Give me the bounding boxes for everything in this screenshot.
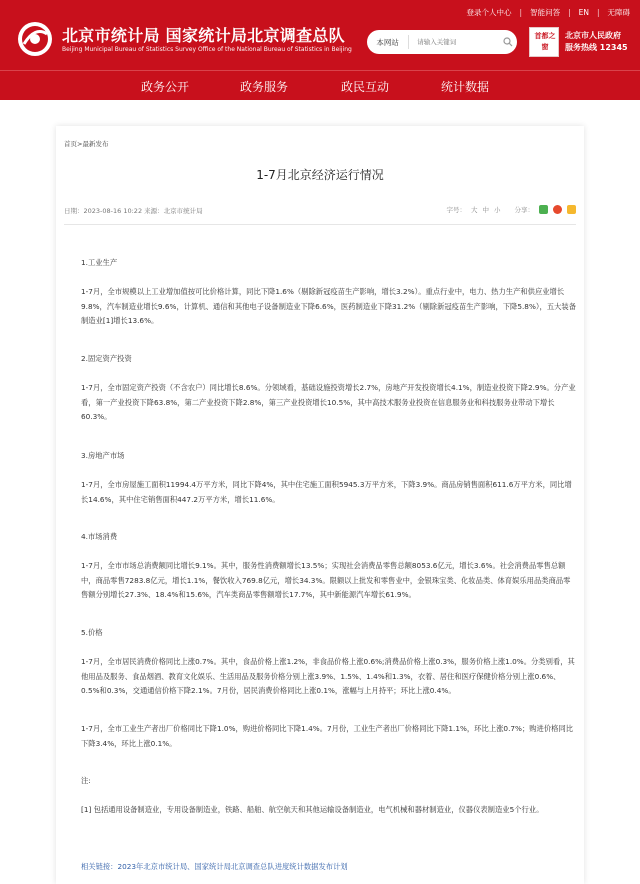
note-label: 注: bbox=[81, 776, 91, 785]
font-size-large[interactable]: 大 bbox=[471, 206, 478, 214]
article-meta: 日期：2023-08-16 10:22 来源：北京市统计局 bbox=[64, 207, 203, 215]
site-header bbox=[0, 0, 640, 70]
footnote: [1] 包括通用设备制造业，专用设备制造业，铁路、船舶、航空航天和其他运输设备制造业，电气机械和器材制造业，仪器仪表制造业5个行业。 bbox=[81, 805, 544, 814]
divider bbox=[64, 224, 576, 225]
search-box bbox=[367, 30, 517, 54]
section-heading: 3.房地产市场 bbox=[81, 451, 125, 460]
section-heading: 1.工业生产 bbox=[81, 258, 118, 267]
search-scope-select[interactable]: 本网站 bbox=[376, 37, 399, 47]
article-tools bbox=[447, 205, 577, 214]
separator: | bbox=[519, 7, 523, 17]
separator: | bbox=[596, 7, 600, 17]
nav-statistics-data[interactable]: 统计数据 bbox=[441, 80, 490, 94]
section-heading: 4.市场消费 bbox=[81, 532, 118, 541]
paragraph: 1-7月，全市规模以上工业增加值按可比价格计算，同比下降1.6%（剔除新冠疫苗生产影响，增长3.2%）。重点行业中，电力、热力生产和供应业增长9.8%，汽车制造业增长9.6%，计算机、通信和其他电子设备制造业下降6.6%，医药制造业下降31.2%（剔除新冠疫苗生产影响，下降5.8%），五大装备制造业[1]增长13.6%。 bbox=[81, 287, 577, 325]
paragraph: 1-7月，全市房屋施工面积11994.4万平方米，同比下降4%，其中住宅施工面积5945.3万平方米，下降3.9%。商品房销售面积611.6万平方米，同比增长14.6%，其中住宅销售面积447.2万平方米，增长11.6%。 bbox=[81, 480, 572, 504]
article-card bbox=[56, 126, 584, 884]
paragraph: 1-7月，全市居民消费价格同比上涨0.7%。其中，食品价格上涨1.2%，非食品价格上涨0.6%;消费品价格上涨0.3%，服务价格上涨1.0%。分类别看，其他用品及服务、食品烟酒、教育文化娱乐、生活用品及服务价格分别上涨3.9%、1.5%、1.4%和1.3%，衣着、居住和医疗保健价格分别上涨0.6%、0.5%和0.3%，交通通信价格下降2.1%。7月份，居民消费价格同比上涨0.1%，涨幅与上月持平；环比上涨0.4%。 bbox=[81, 657, 575, 695]
top-links bbox=[467, 5, 630, 19]
english-link[interactable]: EN bbox=[578, 7, 589, 17]
login-link[interactable]: 登录个人中心 bbox=[466, 7, 512, 17]
accessibility-link[interactable]: 无障碍 bbox=[607, 7, 630, 17]
seal-text: 首都之窗 bbox=[534, 32, 556, 51]
page-title: 1-7月北京经济运行情况 bbox=[256, 168, 384, 182]
gov-name[interactable]: 北京市人民政府 bbox=[565, 31, 621, 40]
breadcrumb[interactable]: 首页>最新发布 bbox=[64, 140, 109, 148]
site-title[interactable]: 北京市统计局 国家统计局北京调查总队 bbox=[62, 26, 345, 45]
main-nav bbox=[0, 70, 640, 100]
related-link[interactable]: 相关链接：2023年北京市统计局、国家统计局北京调查总队进度统计数据发布计划 bbox=[81, 862, 348, 871]
search-icon[interactable] bbox=[498, 32, 517, 52]
paragraph: 1-7月，全市市场总消费额同比增长9.1%。其中，服务性消费额增长13.5%；实现社会消费品零售总额8053.6亿元，增长3.6%。社会消费品零售总额中，商品零售7283.8亿元，增长1.1%，餐饮收入769.8亿元，增长34.3%。限额以上批发和零售业中，金银珠宝类、化妆品类、体育娱乐用品类商品零售额分别增长27.3%、18.4%和15.6%，汽车类商品零售额增长17.7%，其中新能源汽车增长61.9%。 bbox=[81, 561, 571, 599]
wechat-share-icon[interactable] bbox=[539, 205, 548, 214]
site-title-en: Beijing Municipal Bureau of Statistics Survey Office of the National Bureau of Statistics in Beijing bbox=[62, 46, 352, 53]
gov-info bbox=[565, 30, 628, 54]
nav-government-affairs[interactable]: 政务公开 bbox=[141, 80, 190, 94]
section-heading: 2.固定资产投资 bbox=[81, 354, 132, 363]
font-size-label: 字号： bbox=[446, 206, 466, 214]
share-label: 分享： bbox=[514, 206, 534, 214]
capital-window-logo[interactable] bbox=[529, 27, 559, 57]
qzone-share-icon[interactable] bbox=[567, 205, 576, 214]
font-size-medium[interactable]: 中 bbox=[482, 206, 489, 214]
weibo-share-icon[interactable] bbox=[553, 205, 562, 214]
search-input[interactable] bbox=[409, 38, 498, 46]
nav-services[interactable]: 政务服务 bbox=[240, 80, 289, 94]
paragraph: 1-7月，全市固定资产投资（不含农户）同比增长8.6%。分领域看，基础设施投资增长2.7%，房地产开发投资增长4.1%，制造业投资下降2.9%。分产业看，第一产业投资下降63.8%，第二产业投资下降2.8%，第三产业投资增长10.5%，其中高技术服务业投资在信息服务业和科技服务业带动下增长60.3%。 bbox=[81, 383, 576, 421]
separator: | bbox=[568, 7, 571, 17]
section-heading: 5.价格 bbox=[81, 628, 103, 637]
nav-interaction[interactable]: 政民互动 bbox=[341, 80, 390, 94]
smart-qa-link[interactable]: 智能问答 bbox=[530, 7, 561, 17]
paragraph: 1-7月，全市工业生产者出厂价格同比下降1.0%，购进价格同比下降1.4%。7月份，工业生产者出厂价格同比下降1.1%，环比上涨0.7%；购进价格同比下降3.4%，环比上涨0.1%。 bbox=[81, 724, 574, 748]
bureau-logo-icon[interactable] bbox=[16, 20, 54, 58]
hotline: 服务热线 12345 bbox=[565, 43, 628, 52]
font-size-small[interactable]: 小 bbox=[494, 206, 501, 214]
